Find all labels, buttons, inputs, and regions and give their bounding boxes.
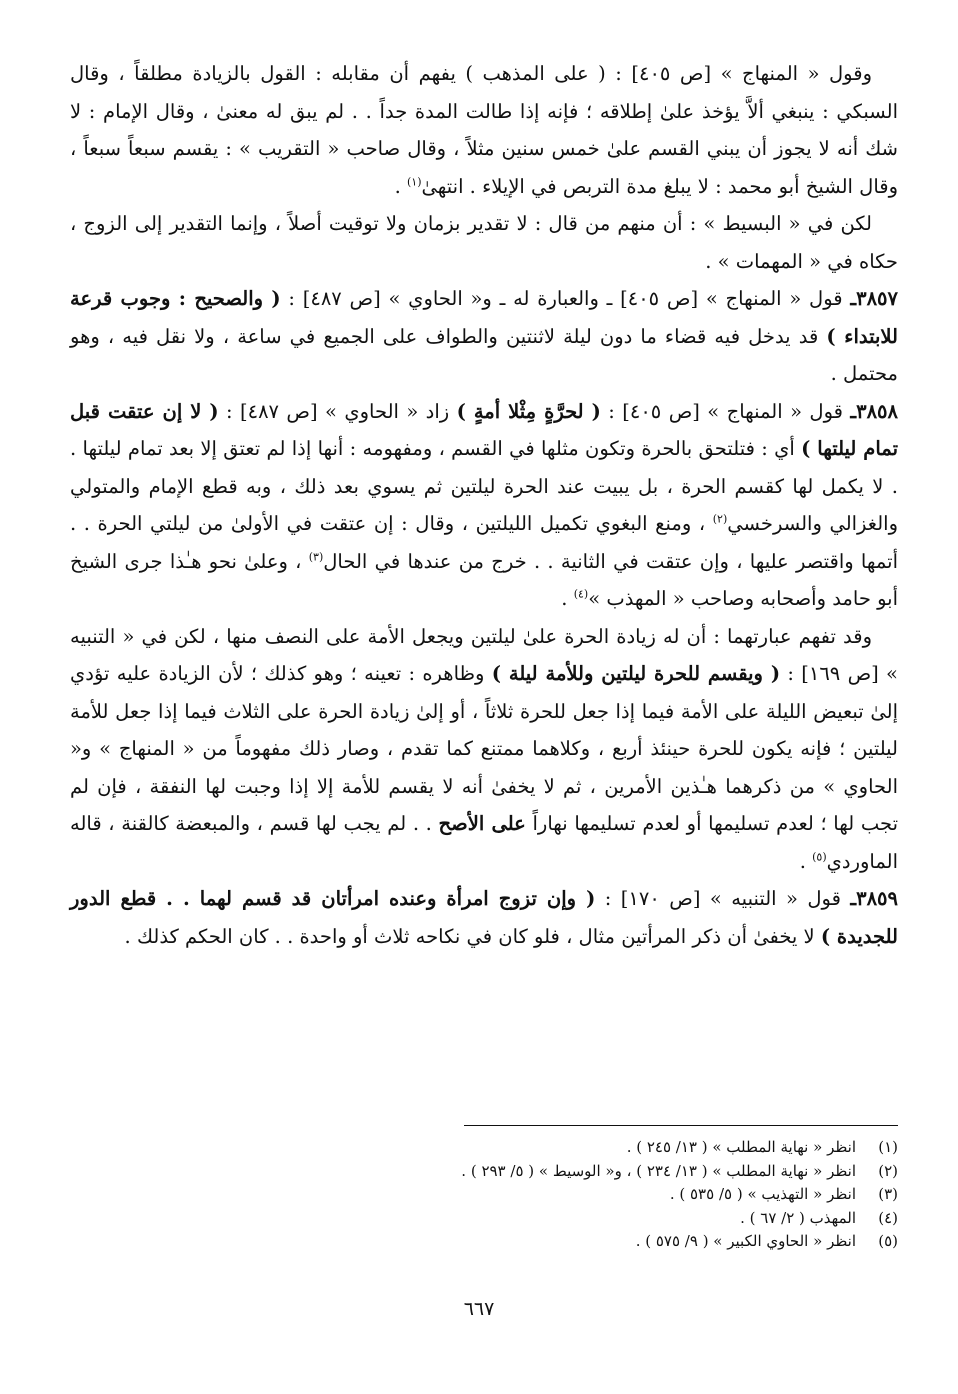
footnote-text: انظر « التهذيب » ( ٥/ ٥٣٥ ) . bbox=[669, 1185, 856, 1203]
p3-text-a: قول « المنهاج » [ص ٤٠٥] ـ والعبارة له ـ و« الحاوي » [ص ٤٨٧] : bbox=[280, 287, 851, 310]
footnote-4 bbox=[198, 1207, 898, 1231]
footnote-number: (٤) bbox=[878, 1208, 898, 1227]
p5-text-f: . bbox=[799, 849, 813, 873]
p4-quote-1: ( لحرَّةٍ مِثْلا أمةٍ ) bbox=[456, 399, 601, 423]
p4-quote-2: ( لا إن عتقت قبل تمام ليلتها ) bbox=[70, 399, 898, 460]
paragraph-3858 bbox=[70, 393, 898, 618]
footnotes bbox=[198, 1136, 898, 1254]
issue-number-3859: ٣٨٥٩ـ bbox=[850, 887, 898, 910]
paragraph-5 bbox=[70, 618, 898, 881]
footnote-number: (١) bbox=[878, 1138, 898, 1156]
footnote-ref-3[interactable]: (٣) bbox=[308, 550, 324, 563]
footnote-ref-4[interactable]: (٤) bbox=[573, 587, 589, 601]
footnote-ref-1[interactable]: (١) bbox=[407, 175, 422, 188]
p5-text-a: وقد تفهم عبارتهما : أن له زيادة الحرة علىٰ ليلتين ويجعل الأمة على النصف منها ، لكن في « التنبيه » [ص ١٦٩] : bbox=[70, 624, 898, 685]
footnote-text: المهذب ( ٢/ ٦٧ ) . bbox=[740, 1208, 856, 1227]
paragraph-3859 bbox=[70, 880, 898, 955]
p1-text: وقول « المنهاج » [ص ٤٠٥] : ( على المذهب ) يفهم أن مقابله : القول بالزيادة مطلقاً ، وقال السبكي : ينبغي ألاَّ يؤخذ علىٰ إطلاقه ؛ فإنه إذا طالت المدة جداً . . لم يبق له معنىٰ ، وقال الإمام : لا شك أنه لا يجوز أن يبني القسم علىٰ خمس سنين مثلاً ، وقال صاحب « التقريب » : يقسم سبعاً سبعاً ، وقال الشيخ أبو محمد : لا يبلغ مدة التربص في الإيلاء . انتهىٰ bbox=[70, 62, 898, 198]
p4-text-g: ، وعلىٰ نحو هـٰذا جرى الشيخ أبو حامد وأصحابه وصاحب « المهذب » bbox=[70, 549, 898, 610]
p3-quote: ( والصحيح : وجوب قرعة للابتداء ) bbox=[70, 287, 898, 348]
p6-text-c: لا يخفىٰ أن ذكر المرأتين مثال ، فلو كان في نكاحه ثلاث أو واحدة . . كان الحكم كذلك . bbox=[124, 924, 821, 948]
p5-text-e: . . لم يجب لها قسم ، والمبعضة كالقنة ، قاله الماوردي bbox=[70, 812, 898, 873]
footnote-text: انظر « نهاية المطلب » ( ١٣/ ٢٤٥ ) . bbox=[626, 1138, 856, 1156]
issue-number-3857: ٣٨٥٧ـ bbox=[850, 287, 898, 310]
p4-text-e: أي : فتلتحق بالحرة وتكون مثلها في القسم ، ومفهومه : أنها إذا لم تعتق إلا بعد تمام ليلتها . . لا يكمل لها كقسم الحرة ، بل يبيت عند الحرة ليلتين ثم يسوي بعد ذلك ، وبه قطع الإمام والمتولي والغزالي والسرخسي bbox=[70, 437, 898, 535]
footnote-ref-2[interactable]: (٢) bbox=[712, 512, 728, 526]
p5-quote: ( ويقسم للحرة ليلتين وللأمة ليلة ) bbox=[491, 662, 781, 685]
footnote-text: انظر « الحاوي الكبير » ( ٩/ ٥٧٥ ) . bbox=[635, 1232, 856, 1250]
footnote-number: (٢) bbox=[878, 1161, 898, 1180]
paragraph-2 bbox=[70, 205, 898, 280]
p2-text: لكن في « البسيط » : أن منهم من قال : لا تقدير بزمان ولا توقيت أصلاً ، وإنما التقدير إلى الزوج ، حكاه في « المهمات » . bbox=[70, 212, 898, 273]
footnote-5 bbox=[198, 1230, 898, 1254]
p6-quote: ( وإن تزوج امرأة وعنده امرأتان قد قسم لهما . . قطع الدور للجديدة ) bbox=[70, 887, 898, 948]
p3-text-c: قد يدخل فيه قضاء ما دون ليلة لاثنتين والطواف على الجميع في ساعة ، ولا نقل فيه ، وهو محتمل . bbox=[70, 324, 898, 385]
p4-text-c: زاد « الحاوي » [ص ٤٨٧] : bbox=[218, 399, 457, 423]
p6-text-a: قول « التنبيه » [ص ١٧٠] : bbox=[595, 887, 851, 910]
p1-end: . bbox=[394, 174, 407, 198]
p5-text-c: وظاهره : تعينه ؛ وهو كذلك ؛ لأن الزيادة عليه تؤدي إلىٰ تبعيض الليلة على الأمة فيما إذا جعل للحرة ثلاثاً ، أو إلىٰ زيادة الحرة على الثلاث فيما إذا جعل للأمة ليلتين ؛ فإنه يكون للحرة حينئذ أربع ، وكلاهما ممتنع كما تقدم ، وصار ذلك مفهوماً من « المنهاج » و« الحاوي » من ذكرهما هـٰذين الأمرين ، ثم لا يخفىٰ أنه لا يقسم للأمة إلا إذا وجبت لها النفقة ، فإن لم تجب لها ؛ لعدم تسليمها أو لعدم تسليمها نهاراً bbox=[70, 662, 898, 835]
footnote-ref-5[interactable]: (٥) bbox=[812, 850, 827, 863]
p4-text-a: قول « المنهاج » [ص ٤٠٥] : bbox=[600, 399, 851, 423]
footnote-separator bbox=[464, 1125, 898, 1126]
main-text bbox=[70, 55, 898, 955]
page-number: ٦٦٧ bbox=[463, 1298, 495, 1320]
issue-number-3858: ٣٨٥٨ـ bbox=[850, 399, 898, 423]
footnote-2 bbox=[198, 1160, 898, 1184]
p5-emphasis: على الأصح bbox=[438, 812, 526, 835]
footnote-text: انظر « نهاية المطلب » ( ١٣/ ٢٣٤ ) ، و« الوسيط » ( ٥/ ٢٩٣ ) . bbox=[461, 1161, 856, 1180]
footnote-3 bbox=[198, 1183, 898, 1207]
paragraph-1 bbox=[70, 55, 898, 205]
footnote-number: (٣) bbox=[878, 1185, 898, 1203]
p4-text-h: . bbox=[561, 587, 574, 610]
paragraph-3857 bbox=[70, 280, 898, 393]
footnote-1 bbox=[198, 1136, 898, 1160]
footnote-number: (٥) bbox=[878, 1232, 898, 1250]
p4-text-f: ، ومنع البغوي تكميل الليلتين ، وقال : إن عتقت في الأولىٰ من ليلتي الحرة . . أتمها واقتصر عليها ، وإن عتقت في الثانية . . خرج من عندها في الحال bbox=[70, 512, 898, 573]
